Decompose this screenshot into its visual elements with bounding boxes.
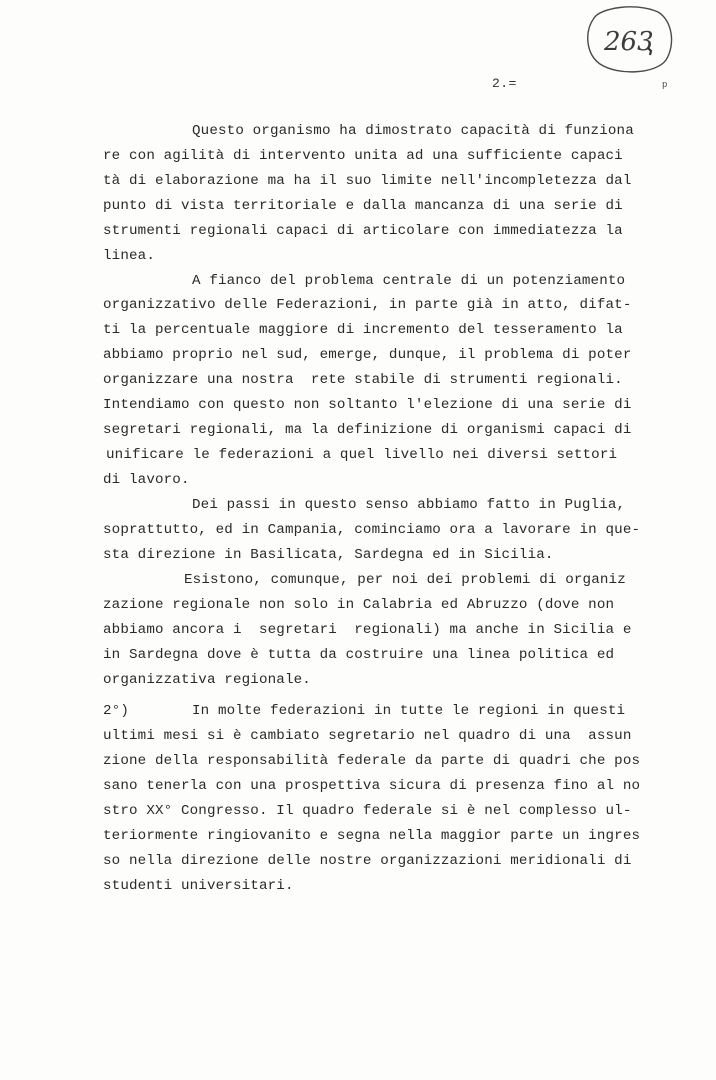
text-line: tà di elaborazione ma ha il suo limite nell'incompletezza dal <box>103 173 632 189</box>
edge-mark: p <box>662 80 668 90</box>
text-line: so nella direzione delle nostre organizzazioni meridionali di <box>103 853 632 869</box>
text-line: Esistono, comunque, per noi dei problemi di organiz <box>184 572 626 588</box>
text-line: In molte federazioni in tutte le regioni in questi <box>192 703 626 719</box>
stamp-number: 263 <box>604 27 654 57</box>
text-line: di lavoro. <box>103 472 190 488</box>
text-line: segretari regionali, ma la definizione di organismi capaci di <box>103 422 632 438</box>
text-line: unificare le federazioni a quel livello nei diversi settori <box>106 447 618 463</box>
text-line: A fianco del problema centrale di un potenziamento <box>192 273 626 289</box>
text-line: organizzativa regionale. <box>103 672 311 688</box>
text-line: teriormente ringiovanito e segna nella maggior parte un ingres <box>103 828 641 844</box>
text-line: abbiamo ancora i segretari regionali) ma anche in Sicilia e <box>103 622 632 638</box>
stamp-circle-icon <box>582 4 674 74</box>
text-line: sta direzione in Basilicata, Sardegna ed in Sicilia. <box>103 547 554 563</box>
text-line: in Sardegna dove è tutta da costruire una linea politica ed <box>103 647 615 663</box>
text-line: zione della responsabilità federale da parte di quadri che pos <box>103 753 641 769</box>
text-line: linea. <box>103 248 155 264</box>
text-line: stro XX° Congresso. Il quadro federale si è nel complesso ul- <box>103 803 632 819</box>
text-line: Questo organismo ha dimostrato capacità di funziona <box>192 123 634 139</box>
archive-stamp <box>582 4 674 74</box>
text-line: Dei passi in questo senso abbiamo fatto in Puglia, <box>192 497 626 513</box>
text-line: soprattutto, ed in Campania, cominciamo ora a lavorare in que- <box>103 522 641 538</box>
text-line: Intendiamo con questo non soltanto l'elezione di una serie di <box>103 397 632 413</box>
text-line: organizzativo delle Federazioni, in parte già in atto, difat- <box>103 297 632 313</box>
text-line: strumenti regionali capaci di articolare con immediatezza la <box>103 223 623 239</box>
text-line: abbiamo proprio nel sud, emerge, dunque, il problema di poter <box>103 347 632 363</box>
text-line: ultimi mesi si è cambiato segretario nel quadro di una assun <box>103 728 632 744</box>
text-line: ti la percentuale maggiore di incremento del tesseramento la <box>103 322 623 338</box>
page-number: 2.= <box>492 76 517 91</box>
text-line: sano tenerla con una prospettiva sicura di presenza fino al no <box>103 778 641 794</box>
section-number: 2°) <box>103 703 129 719</box>
text-line: organizzare una nostra rete stabile di strumenti regionali. <box>103 372 623 388</box>
text-line: studenti universitari. <box>103 878 294 894</box>
text-line: punto di vista territoriale e dalla mancanza di una serie di <box>103 198 623 214</box>
text-line: zazione regionale non solo in Calabria ed Abruzzo (dove non <box>103 597 615 613</box>
text-line: re con agilità di intervento unita ad una sufficiente capaci <box>103 148 623 164</box>
